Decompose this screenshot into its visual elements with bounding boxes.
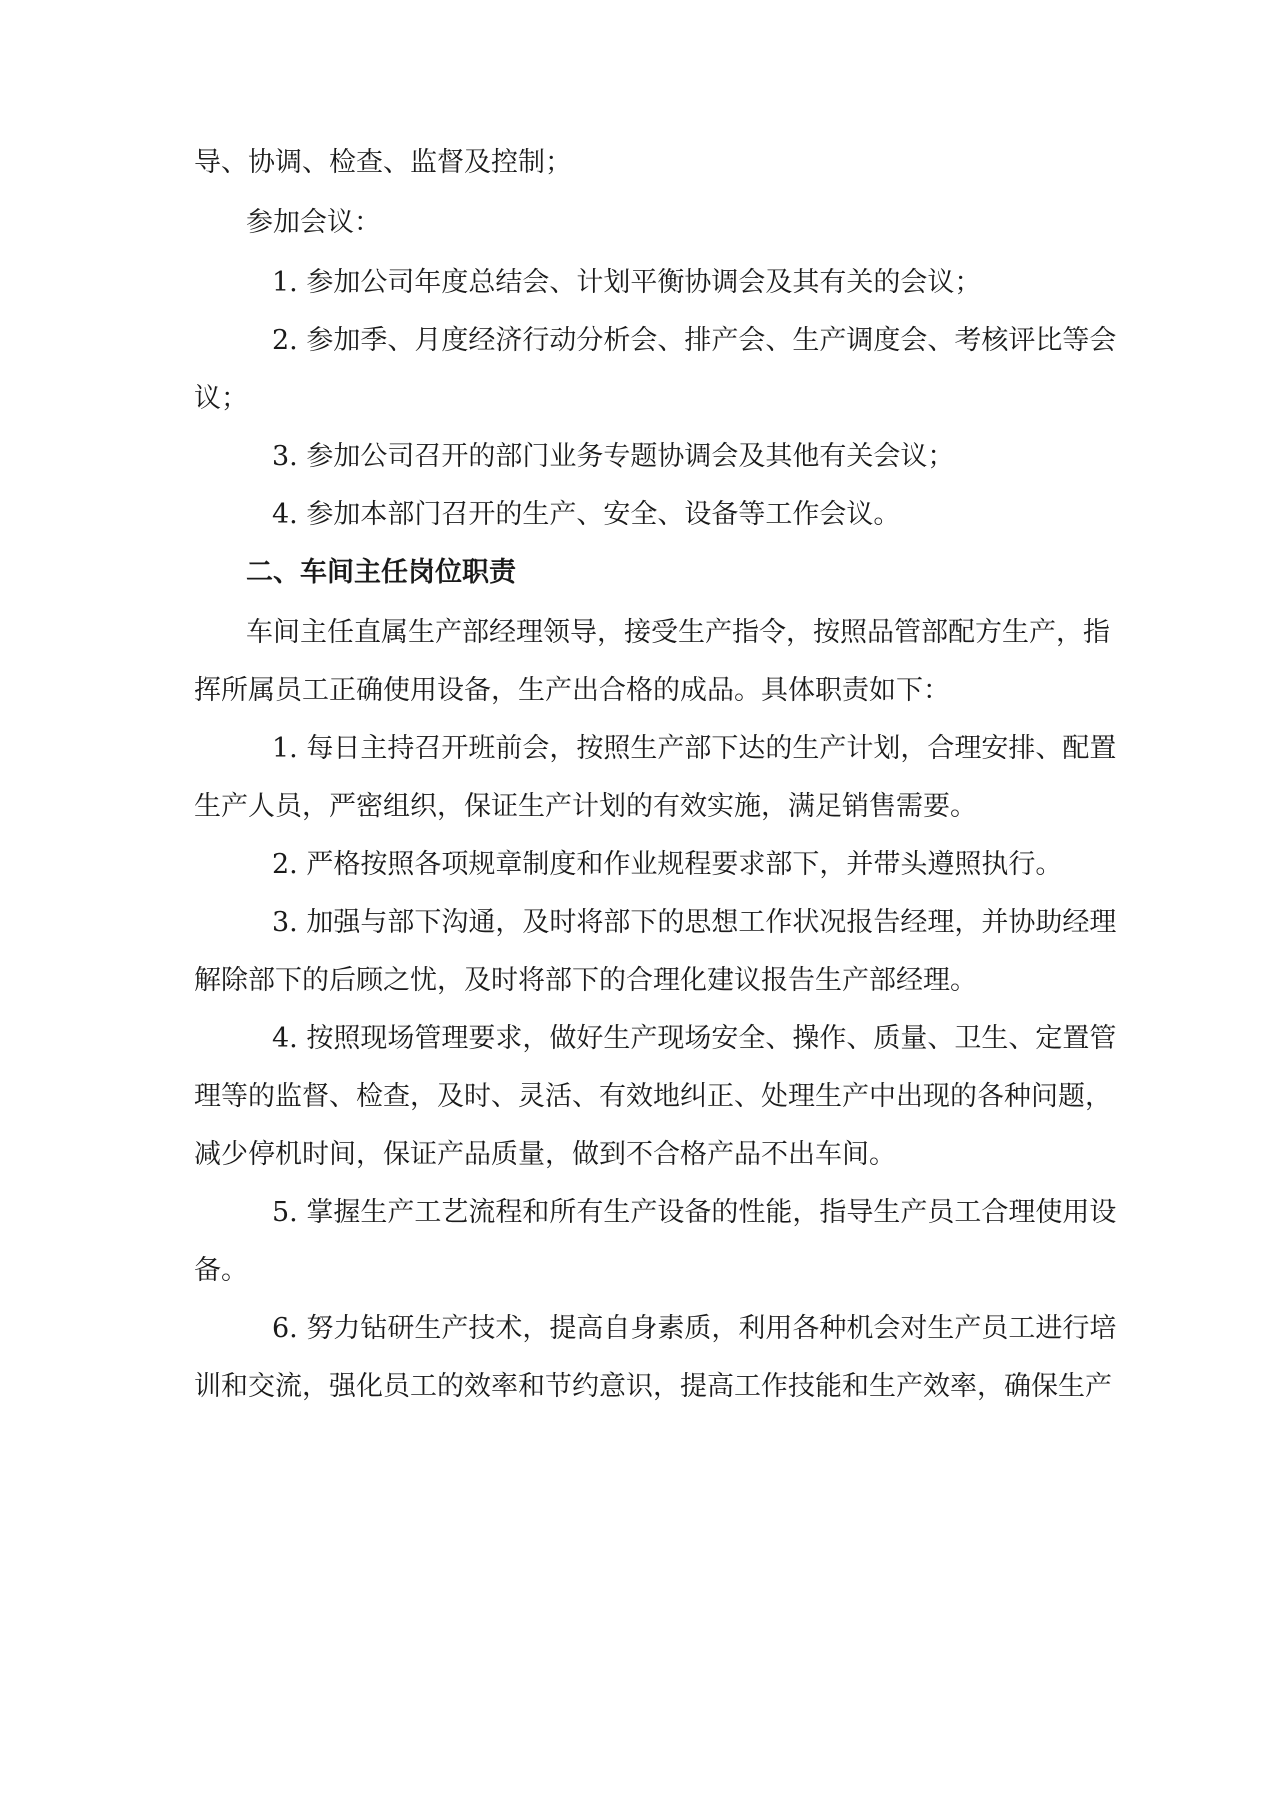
text-line: 减少停机时间，保证产品质量，做到不合格产品不出车间。 bbox=[194, 1139, 896, 1170]
list-item: 2. 严格按照各项规章制度和作业规程要求部下，并带头遵照执行。 bbox=[272, 849, 1063, 880]
list-item: 3. 加强与部下沟通，及时将部下的思想工作状况报告经理，并协助经理 bbox=[272, 907, 1117, 938]
text-line: 备。 bbox=[194, 1255, 248, 1286]
list-item: 1. 每日主持召开班前会，按照生产部下达的生产计划，合理安排、配置 bbox=[272, 733, 1117, 764]
text-line: 训和交流，强化员工的效率和节约意识，提高工作技能和生产效率，确保生产 bbox=[194, 1371, 1112, 1402]
text-line: 理等的监督、检查，及时、灵活、有效地纠正、处理生产中出现的各种问题， bbox=[194, 1081, 1112, 1112]
text-line: 解除部下的后顾之忧，及时将部下的合理化建议报告生产部经理。 bbox=[194, 965, 977, 996]
text-line: 挥所属员工正确使用设备，生产出合格的成品。具体职责如下： bbox=[194, 675, 950, 706]
list-item: 1. 参加公司年度总结会、计划平衡协调会及其有关的会议； bbox=[272, 267, 982, 298]
section-heading: 二、车间主任岗位职责 bbox=[246, 557, 516, 588]
text-line: 参加会议： bbox=[246, 207, 381, 238]
text-line: 导、协调、检查、监督及控制； bbox=[194, 147, 572, 178]
text-line: 车间主任直属生产部经理领导，接受生产指令，按照品管部配方生产，指 bbox=[246, 617, 1110, 648]
text-line: 议； bbox=[194, 383, 248, 414]
text-line: 生产人员，严密组织，保证生产计划的有效实施，满足销售需要。 bbox=[194, 791, 977, 822]
list-item: 4. 参加本部门召开的生产、安全、设备等工作会议。 bbox=[272, 499, 901, 530]
list-item: 4. 按照现场管理要求，做好生产现场安全、操作、质量、卫生、定置管 bbox=[272, 1023, 1117, 1054]
list-item: 3. 参加公司召开的部门业务专题协调会及其他有关会议； bbox=[272, 441, 955, 472]
list-item: 5. 掌握生产工艺流程和所有生产设备的性能，指导生产员工合理使用设 bbox=[272, 1197, 1117, 1228]
list-item: 6. 努力钻研生产技术，提高自身素质，利用各种机会对生产员工进行培 bbox=[272, 1313, 1117, 1344]
list-item: 2. 参加季、月度经济行动分析会、排产会、生产调度会、考核评比等会 bbox=[272, 325, 1117, 356]
